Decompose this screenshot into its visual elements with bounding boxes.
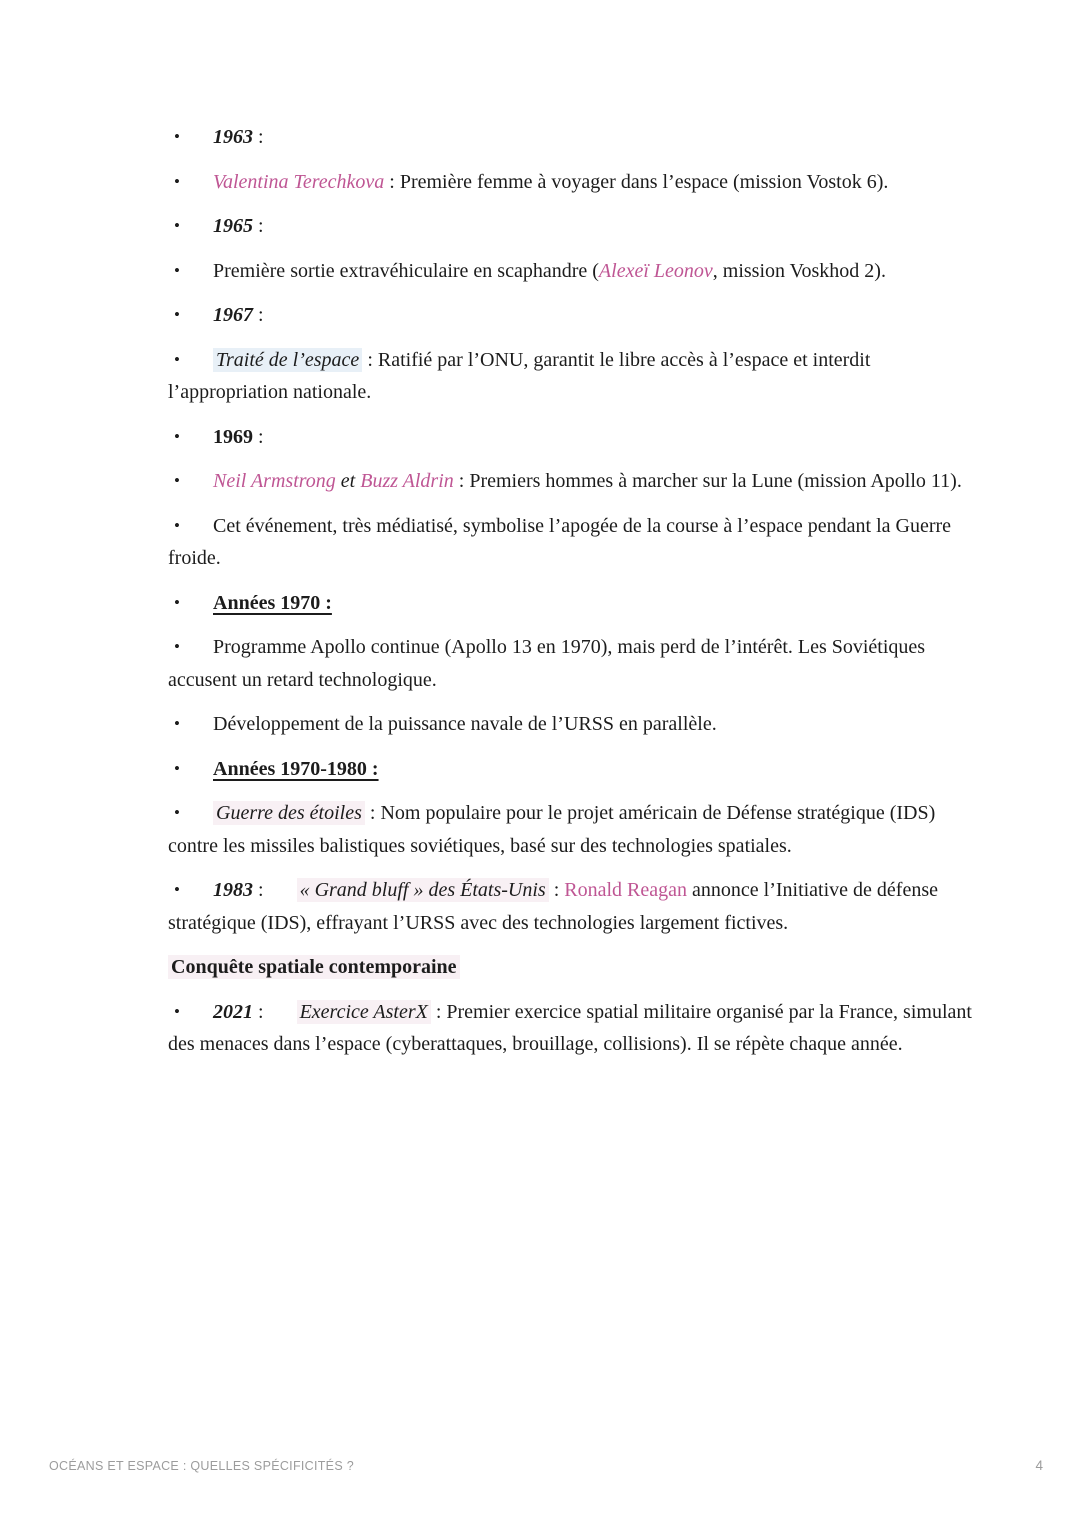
text-segment: 1963 — [213, 126, 253, 148]
text-segment: « Grand bluff » des États-Unis — [297, 878, 549, 902]
bullet-marker: • — [174, 515, 180, 535]
bullet-marker: • — [174, 758, 180, 778]
bullet-marker: • — [174, 171, 180, 191]
bullet-marker: • — [174, 880, 180, 899]
text-segment: Développement de la puissance navale de l’URSS en parallèle. — [213, 713, 717, 735]
text-segment: Années 1970-1980 : — [213, 757, 379, 780]
text-segment: : — [253, 425, 264, 448]
text-segment: et — [335, 470, 361, 492]
bullet-item — [168, 421, 980, 454]
text-segment: 1967 — [213, 304, 253, 326]
text-segment: Buzz Aldrin — [360, 470, 454, 492]
text-segment: 1969 — [213, 425, 253, 448]
text-segment: : — [548, 879, 565, 901]
text-segment: : — [253, 126, 264, 148]
bullet-marker: • — [174, 714, 180, 733]
bullet-marker: • — [174, 1001, 180, 1021]
bullet-item — [168, 121, 980, 154]
text-segment: Neil Armstrong — [213, 470, 336, 492]
text-segment: : Ratifié par l’ONU, garantit le libre accès à l’espace et interdit l’appropriation nationale. — [168, 348, 871, 403]
text-segment: Programme Apollo continue (Apollo 13 en 1970), mais perd de l’intérêt. Les Soviétiques accusent un retard technologique. — [168, 636, 926, 691]
bullet-item — [168, 708, 980, 741]
bullet-marker: • — [174, 803, 180, 822]
bullet-item — [168, 510, 980, 575]
text-segment: : — [253, 215, 264, 237]
document-body — [168, 121, 980, 1073]
footer-title: OCÉANS ET ESPACE : QUELLES SPÉCIFICITÉS ? — [49, 1459, 354, 1473]
bullet-marker: • — [174, 127, 180, 146]
text-segment: Valentina Terechkova — [213, 170, 385, 193]
text-segment: annonce l’Initiative de défense stratégique (IDS), effrayant l’URSS avec des technologies largement fictives. — [168, 879, 938, 934]
bullet-item — [168, 210, 980, 243]
bullet-item — [168, 255, 980, 288]
bullet-item — [168, 344, 980, 409]
text-segment: Alexeï Leonov — [598, 259, 713, 282]
section-heading — [168, 951, 980, 984]
text-segment: 1983 — [213, 879, 253, 901]
text-segment: : Premier exercice spatial militaire organisé par la France, simulant des menaces dans l’espace (cyberattaques, brouillage, collisions). Il se répète chaque année. — [168, 1000, 972, 1055]
bullet-item — [168, 631, 980, 696]
bullet-marker: • — [174, 426, 180, 446]
text-segment: 1965 — [213, 215, 253, 237]
text-segment: : Premiers hommes à marcher sur la Lune (mission Apollo 11). — [453, 470, 962, 492]
text-segment: Première sortie extravéhiculaire en scaphandre ( — [213, 259, 599, 282]
text-segment: : — [253, 304, 264, 326]
text-segment: Guerre des étoiles — [213, 801, 365, 825]
text-segment: Exercice AsterX — [297, 1000, 431, 1024]
text-segment: Cet événement, très médiatisé, symbolise l’apogée de la course à l’espace pendant la Guerre froide. — [168, 514, 952, 569]
bullet-item — [168, 465, 980, 498]
text-segment: : — [253, 879, 264, 901]
text-segment: , mission Voskhod 2). — [712, 259, 886, 282]
bullet-marker: • — [174, 592, 180, 612]
text-segment: : Nom populaire pour le projet américain de Défense stratégique (IDS) contre les missiles balistiques soviétiques, basé sur des technologies spatiales. — [168, 802, 936, 857]
text-segment: : — [253, 1000, 264, 1023]
bullet-marker: • — [174, 471, 180, 490]
bullet-marker: • — [174, 637, 180, 656]
text-segment: 2021 — [213, 1000, 253, 1023]
bullet-item — [168, 874, 980, 939]
page-number: 4 — [1035, 1458, 1043, 1473]
text-segment: Ronald Reagan — [564, 879, 687, 901]
bullet-marker: • — [174, 216, 180, 235]
bullet-item — [168, 797, 980, 862]
bullet-item — [168, 587, 980, 620]
text-segment: : Première femme à voyager dans l’espace (mission Vostok 6). — [384, 170, 889, 193]
bullet-marker: • — [174, 260, 180, 280]
text-segment: Années 1970 : — [213, 591, 332, 614]
bullet-item — [168, 753, 980, 786]
page-footer — [49, 1458, 1043, 1473]
bullet-item — [168, 299, 980, 332]
bullet-marker: • — [174, 349, 180, 369]
text-segment: Traité de l’espace — [213, 348, 362, 372]
bullet-item — [168, 166, 980, 199]
bullet-marker: • — [174, 305, 180, 324]
text-segment: Conquête spatiale contemporaine — [168, 955, 460, 979]
bullet-item — [168, 996, 980, 1061]
